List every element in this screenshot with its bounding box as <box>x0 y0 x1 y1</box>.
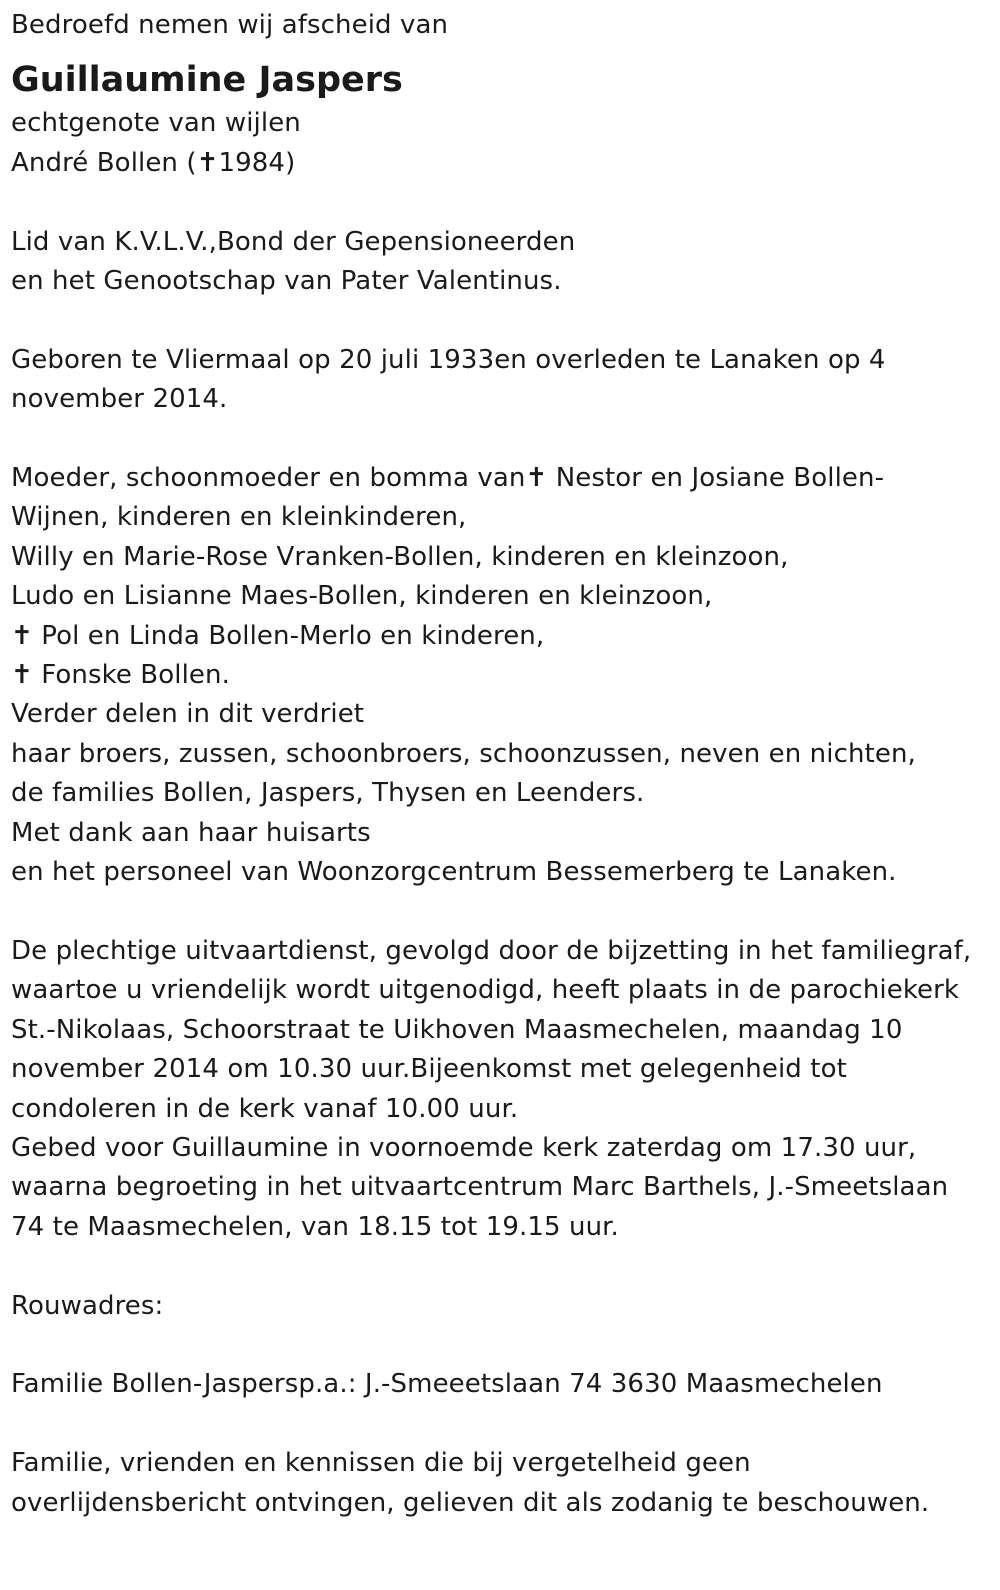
membership-line: en het Genootschap van Pater Valentinus. <box>11 266 562 297</box>
ceremony-line: waartoe u vriendelijk wordt uitgenodigd, heeft plaats in de parochiekerk <box>11 975 960 1006</box>
ceremony-line: Gebed voor Guillaumine in voornoemde kerk zaterdag om 17.30 uur, <box>11 1132 917 1163</box>
family-line: de families Bollen, Jaspers, Thysen en Leenders. <box>11 778 645 809</box>
ceremony-section <box>11 932 989 1247</box>
ceremony-line: St.-Nikolaas, Schoorstraat te Uikhoven Maasmechelen, maandag 10 <box>11 1014 903 1045</box>
family-line: Willy en Marie-Rose Vranken-Bollen, kinderen en kleinzoon, <box>11 541 789 572</box>
deceased-name: Guillaumine Jaspers <box>11 60 403 101</box>
ceremony-line: condoleren in de kerk vanaf 10.00 uur. <box>11 1093 519 1124</box>
closing-section <box>11 1444 989 1523</box>
spacer <box>11 1405 989 1444</box>
spacer <box>11 1247 989 1286</box>
family-line: Verder delen in dit verdriet <box>11 699 365 730</box>
ceremony-line: november 2014 om 10.30 uur.Bijeenkomst met gelegenheid tot <box>11 1054 847 1085</box>
spacer <box>11 420 989 459</box>
family-line: haar broers, zussen, schoonbroers, schoonzussen, neven en nichten, <box>11 738 916 769</box>
ceremony-line: 74 te Maasmechelen, van 18.15 tot 19.15 uur. <box>11 1211 619 1242</box>
ceremony-line: De plechtige uitvaartdienst, gevolgd door de bijzetting in het familiegraf, <box>11 935 972 966</box>
address-label: Rouwadres: <box>11 1290 164 1321</box>
spouse-line: André Bollen (✝1984) <box>11 147 296 178</box>
family-section <box>11 459 989 892</box>
family-line: Wijnen, kinderen en kleinkinderen, <box>11 502 467 533</box>
ceremony-line: waarna begroeting in het uitvaartcentrum Marc Barthels, J.-Smeetslaan <box>11 1172 949 1203</box>
spouse-line: echtgenote van wijlen <box>11 108 301 139</box>
memberships-section <box>11 223 989 302</box>
family-line: Met dank aan haar huisarts <box>11 817 371 848</box>
closing-line: Familie, vrienden en kennissen die bij vergetelheid geen <box>11 1448 751 1479</box>
intro-text: Bedroefd nemen wij afscheid van <box>11 10 449 40</box>
membership-line: Lid van K.V.L.V.,Bond der Gepensioneerden <box>11 226 576 257</box>
spouse-section <box>11 104 989 183</box>
family-line: ✝ Fonske Bollen. <box>11 660 230 691</box>
spacer <box>11 1326 989 1365</box>
birth-death-section <box>11 341 989 420</box>
spacer <box>11 301 989 340</box>
mourning-address: Familie Bollen-Jaspersp.a.: J.-Smeeetslaan 74 3630 Maasmechelen <box>11 1369 883 1400</box>
spacer <box>11 892 989 931</box>
spacer <box>11 183 989 222</box>
family-line: en het personeel van Woonzorgcentrum Bessemerberg te Lanaken. <box>11 857 897 888</box>
birth-death-line: Geboren te Vliermaal op 20 juli 1933en overleden te Lanaken op 4 <box>11 344 886 375</box>
family-line: Moeder, schoonmoeder en bomma van✝ Nestor en Josiane Bollen- <box>11 463 885 494</box>
family-line: ✝ Pol en Linda Bollen-Merlo en kinderen, <box>11 620 545 651</box>
closing-line: overlijdensbericht ontvingen, gelieven dit als zodanig te beschouwen. <box>11 1487 930 1518</box>
family-line: Ludo en Lisianne Maes-Bollen, kinderen en kleinzoon, <box>11 581 713 612</box>
birth-death-line: november 2014. <box>11 384 228 415</box>
